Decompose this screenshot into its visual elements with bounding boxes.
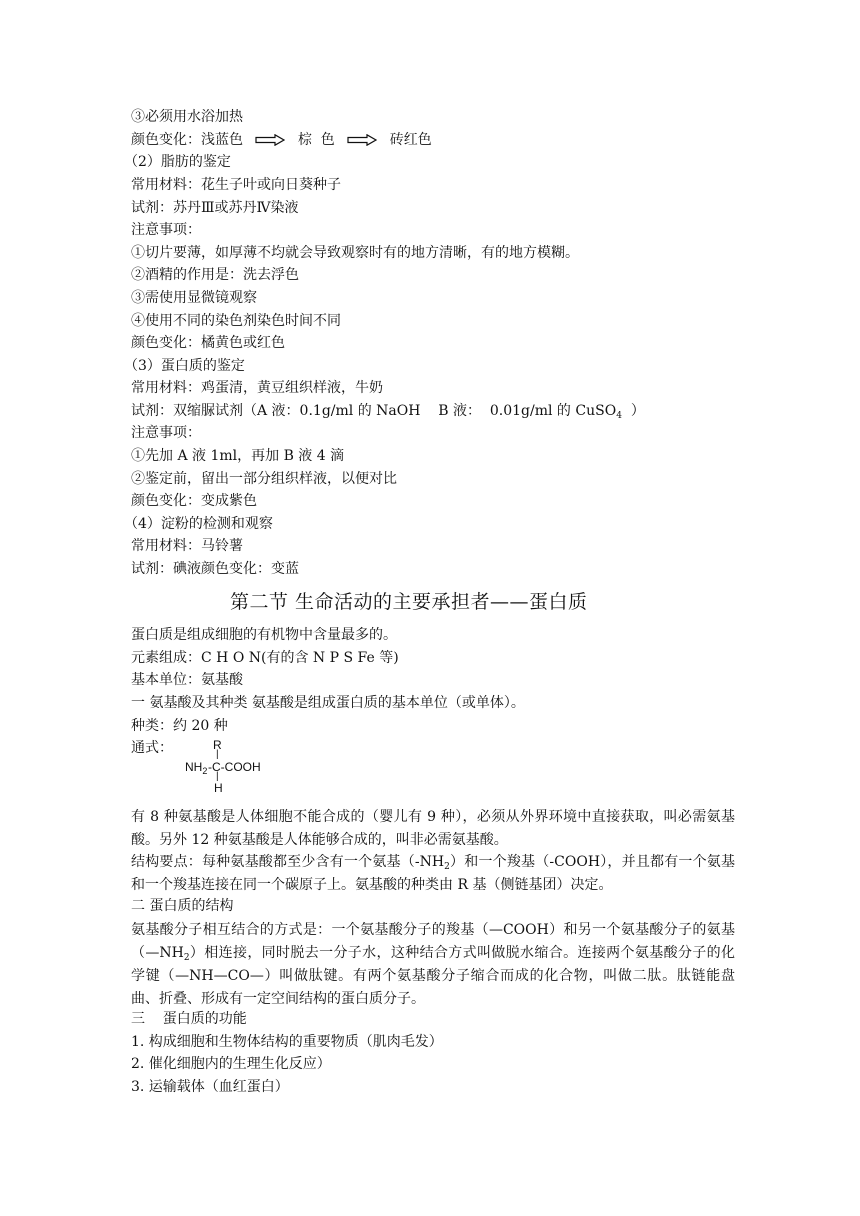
paragraph: [131, 919, 735, 1011]
formula-h: H: [214, 781, 223, 795]
color-start-text: 颜色变化：浅蓝色: [131, 132, 243, 148]
list-item: 2. 催化细胞内的生理生化反应）: [131, 1056, 331, 1072]
paragraph-text-end: ）和一个羧基（-COOH），并且都有一个氨基和一个羧基连接在同一个碳原子上。氨基酸的种类由 R 基（侧链基团）决定。: [131, 854, 735, 893]
section-subheading: 二 蛋白质的结构: [131, 898, 234, 914]
reagent-text-end: ）: [621, 403, 645, 419]
text-line: 常用材料：马铃薯: [131, 538, 243, 554]
color-change-line: [131, 131, 432, 149]
color-mid-text: 棕 色: [297, 132, 335, 148]
text-line: ③需使用显微镜观察: [131, 290, 257, 306]
reagent-line: [131, 402, 645, 420]
text-line: 元素组成：C H O N(有的含 N P S Fe 等): [131, 650, 399, 666]
list-item: 3. 运输载体（血红蛋白）: [131, 1079, 289, 1095]
formula-nh2: [185, 760, 207, 774]
text-line: ②鉴定前，留出一部分组织样液，以便对比: [131, 471, 397, 487]
paragraph-text-end: ）相连接，同时脱去一分子水，这种结合方式叫做脱水缩合。连接两个氨基酸分子的化学键（—NH—CO—）叫做肽键。有两个氨基酸分子缩合而成的化合物，叫做二肽。肽链能盘曲、折叠、形成有一定空间结构的蛋白质分子。: [131, 945, 736, 1007]
text-line: 基本单位：氨基酸: [131, 672, 243, 688]
text-line: 通式：: [131, 740, 173, 756]
reagent-text: 试剂：双缩脲试剂（A 液：0.1g/ml 的 NaOH B 液： 0.01g/ml 的 CuSO: [131, 403, 617, 419]
section-subheading: （2）脂肪的鉴定: [124, 154, 231, 170]
section-subheading: （4）淀粉的检测和观察: [124, 516, 273, 532]
formula-main-chain: -C-COOH: [208, 760, 261, 774]
paragraph-text: 氨基酸分子相互结合的方式是：一个氨基酸分子的羧基（—COOH）和另一个氨基酸分子的氨基（—NH: [131, 922, 735, 961]
subscript: 2: [202, 766, 208, 776]
text-line: 常用材料：鸡蛋清，黄豆组织样液，牛奶: [131, 380, 383, 396]
text-line: 颜色变化：变成紫色: [131, 493, 257, 509]
text-line: 种类：约 20 种: [131, 718, 228, 734]
formula-nh2-text: NH: [185, 760, 203, 774]
text-line: 注意事项：: [131, 222, 201, 238]
section-subheading: （3）蛋白质的鉴定: [124, 358, 245, 374]
list-item: 1. 构成细胞和生物体结构的重要物质（肌肉毛发）: [131, 1034, 443, 1050]
right-arrow-icon: [255, 134, 285, 146]
formula-bond-top: |: [216, 749, 219, 760]
paragraph-text: 结构要点：每种氨基酸都至少含有一个氨基（-NH: [131, 854, 445, 870]
text-line: 颜色变化：橘黄色或红色: [131, 335, 285, 351]
paragraph: [131, 851, 735, 897]
subscript: 2: [444, 862, 450, 872]
section-heading: 第二节 生命活动的主要承担者——蛋白质: [230, 591, 588, 613]
text-line: ①切片要薄，如厚薄不均就会导致观察时有的地方清晰，有的地方模糊。: [131, 245, 579, 261]
subscript: 4: [616, 411, 622, 421]
paragraph: 有 8 种氨基酸是人体细胞不能合成的（婴儿有 9 种），必须从外界环境中直接获取，叫必需氨基酸。另外 12 种氨基酸是人体能够合成的，叫非必需氨基酸。: [131, 809, 735, 848]
text-line: 蛋白质是组成细胞的有机物中含量最多的。: [131, 627, 397, 643]
color-end-text: 砖红色: [389, 132, 432, 148]
text-line: 常用材料：花生子叶或向日葵种子: [131, 177, 341, 193]
subscript: 2: [183, 953, 190, 963]
text-line: 注意事项：: [131, 425, 201, 441]
text-line: ①先加 A 液 1ml，再加 B 液 4 滴: [131, 448, 345, 464]
text-line: 试剂：苏丹Ⅲ或苏丹Ⅳ染液: [131, 200, 299, 216]
text-line: ④使用不同的染色剂染色时间不同: [131, 313, 341, 329]
text-line: 试剂：碘液颜色变化：变蓝: [131, 561, 299, 577]
text-line: ②酒精的作用是：洗去浮色: [131, 267, 299, 283]
amino-acid-formula: [185, 735, 275, 795]
text-line: ③必须用水浴加热: [131, 109, 243, 125]
section-subheading: 三 蛋白质的功能: [131, 1011, 247, 1027]
formula-r: R: [213, 738, 222, 752]
text-line: 一 氨基酸及其种类 氨基酸是组成蛋白质的基本单位（或单体）。: [131, 695, 525, 711]
formula-bond-bottom: |: [216, 771, 219, 782]
right-arrow-icon: [347, 134, 377, 146]
